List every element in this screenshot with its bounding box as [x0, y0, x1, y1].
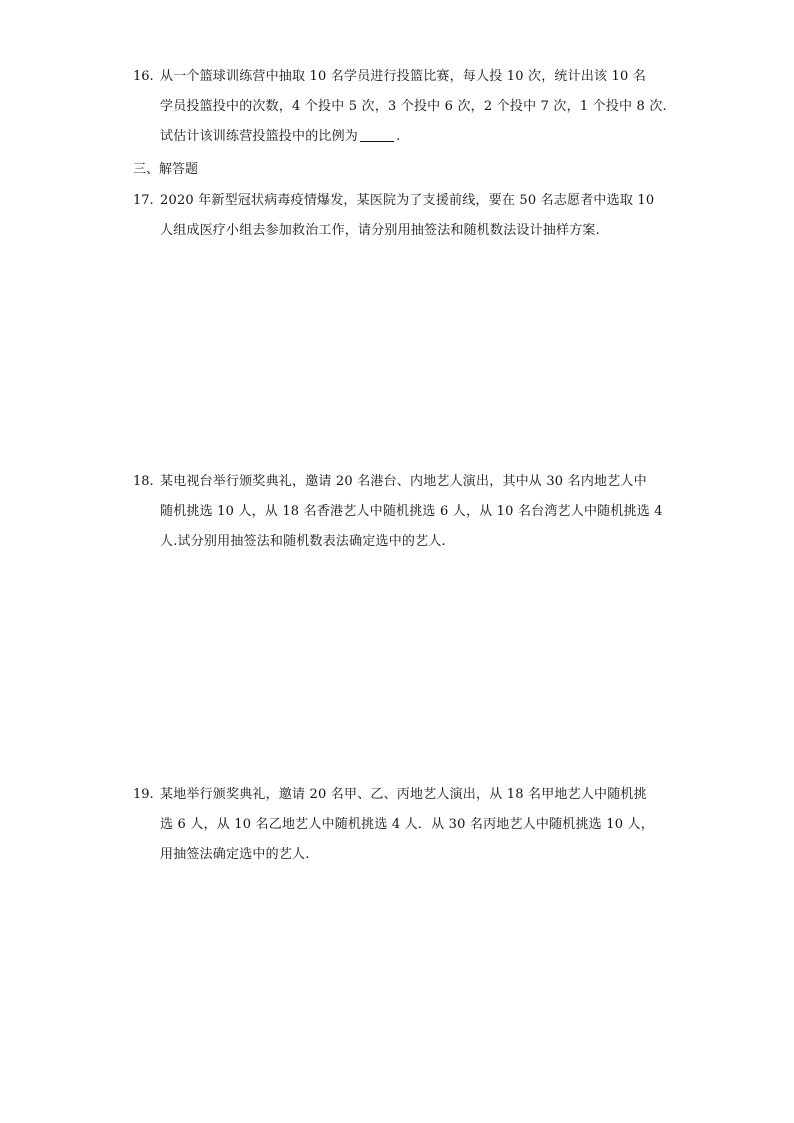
question-text — [160, 62, 693, 152]
question-number: 16. — [133, 69, 154, 84]
question-number: 18. — [133, 474, 154, 489]
answer-blank — [360, 127, 394, 142]
question-line: 人.试分别用抽签法和随机数表法确定选中的艺人. — [160, 534, 446, 549]
question-line-end: . — [396, 129, 401, 144]
question-line: 用抽签法确定选中的艺人. — [160, 847, 310, 862]
question-line: 某地举行颁奖典礼，邀请 20 名甲、乙、丙地艺人演出，从 18 名甲地艺人中随机挑 — [160, 787, 647, 802]
section-title: 三、解答题 — [133, 162, 199, 177]
question-line-text: 试估计该训练营投篮投中的比例为 — [160, 129, 359, 144]
question-16 — [133, 62, 693, 152]
question-line: 学员投篮投中的次数，4 个投中 5 次，3 个投中 6 次，2 个投中 7 次，1 个投中 8 次. — [160, 99, 667, 114]
question-line: 从一个篮球训练营中抽取 10 名学员进行投篮比赛，每人投 10 次，统计出该 10 名 — [160, 69, 647, 84]
question-line — [160, 122, 693, 152]
question-17 — [133, 186, 693, 246]
question-number: 17. — [133, 193, 154, 208]
question-text — [160, 467, 693, 557]
question-text — [160, 780, 693, 870]
question-number: 19. — [133, 787, 154, 802]
question-18 — [133, 467, 693, 557]
question-19 — [133, 780, 693, 870]
question-line: 某电视台举行颁奖典礼，邀请 20 名港台、内地艺人演出，其中从 30 名内地艺人中 — [160, 474, 647, 489]
question-line: 2020 年新型冠状病毒疫情爆发，某医院为了支援前线，要在 50 名志愿者中选取 10 — [160, 193, 655, 208]
question-line: 人组成医疗小组去参加救治工作，请分别用抽签法和随机数法设计抽样方案. — [160, 223, 600, 238]
question-line: 选 6 人，从 10 名乙地艺人中随机挑选 4 人．从 30 名丙地艺人中随机挑选 10 人， — [160, 817, 654, 832]
question-line: 随机挑选 10 人，从 18 名香港艺人中随机挑选 6 人，从 10 名台湾艺人中随机挑选 4 — [160, 504, 663, 519]
question-text — [160, 186, 693, 246]
